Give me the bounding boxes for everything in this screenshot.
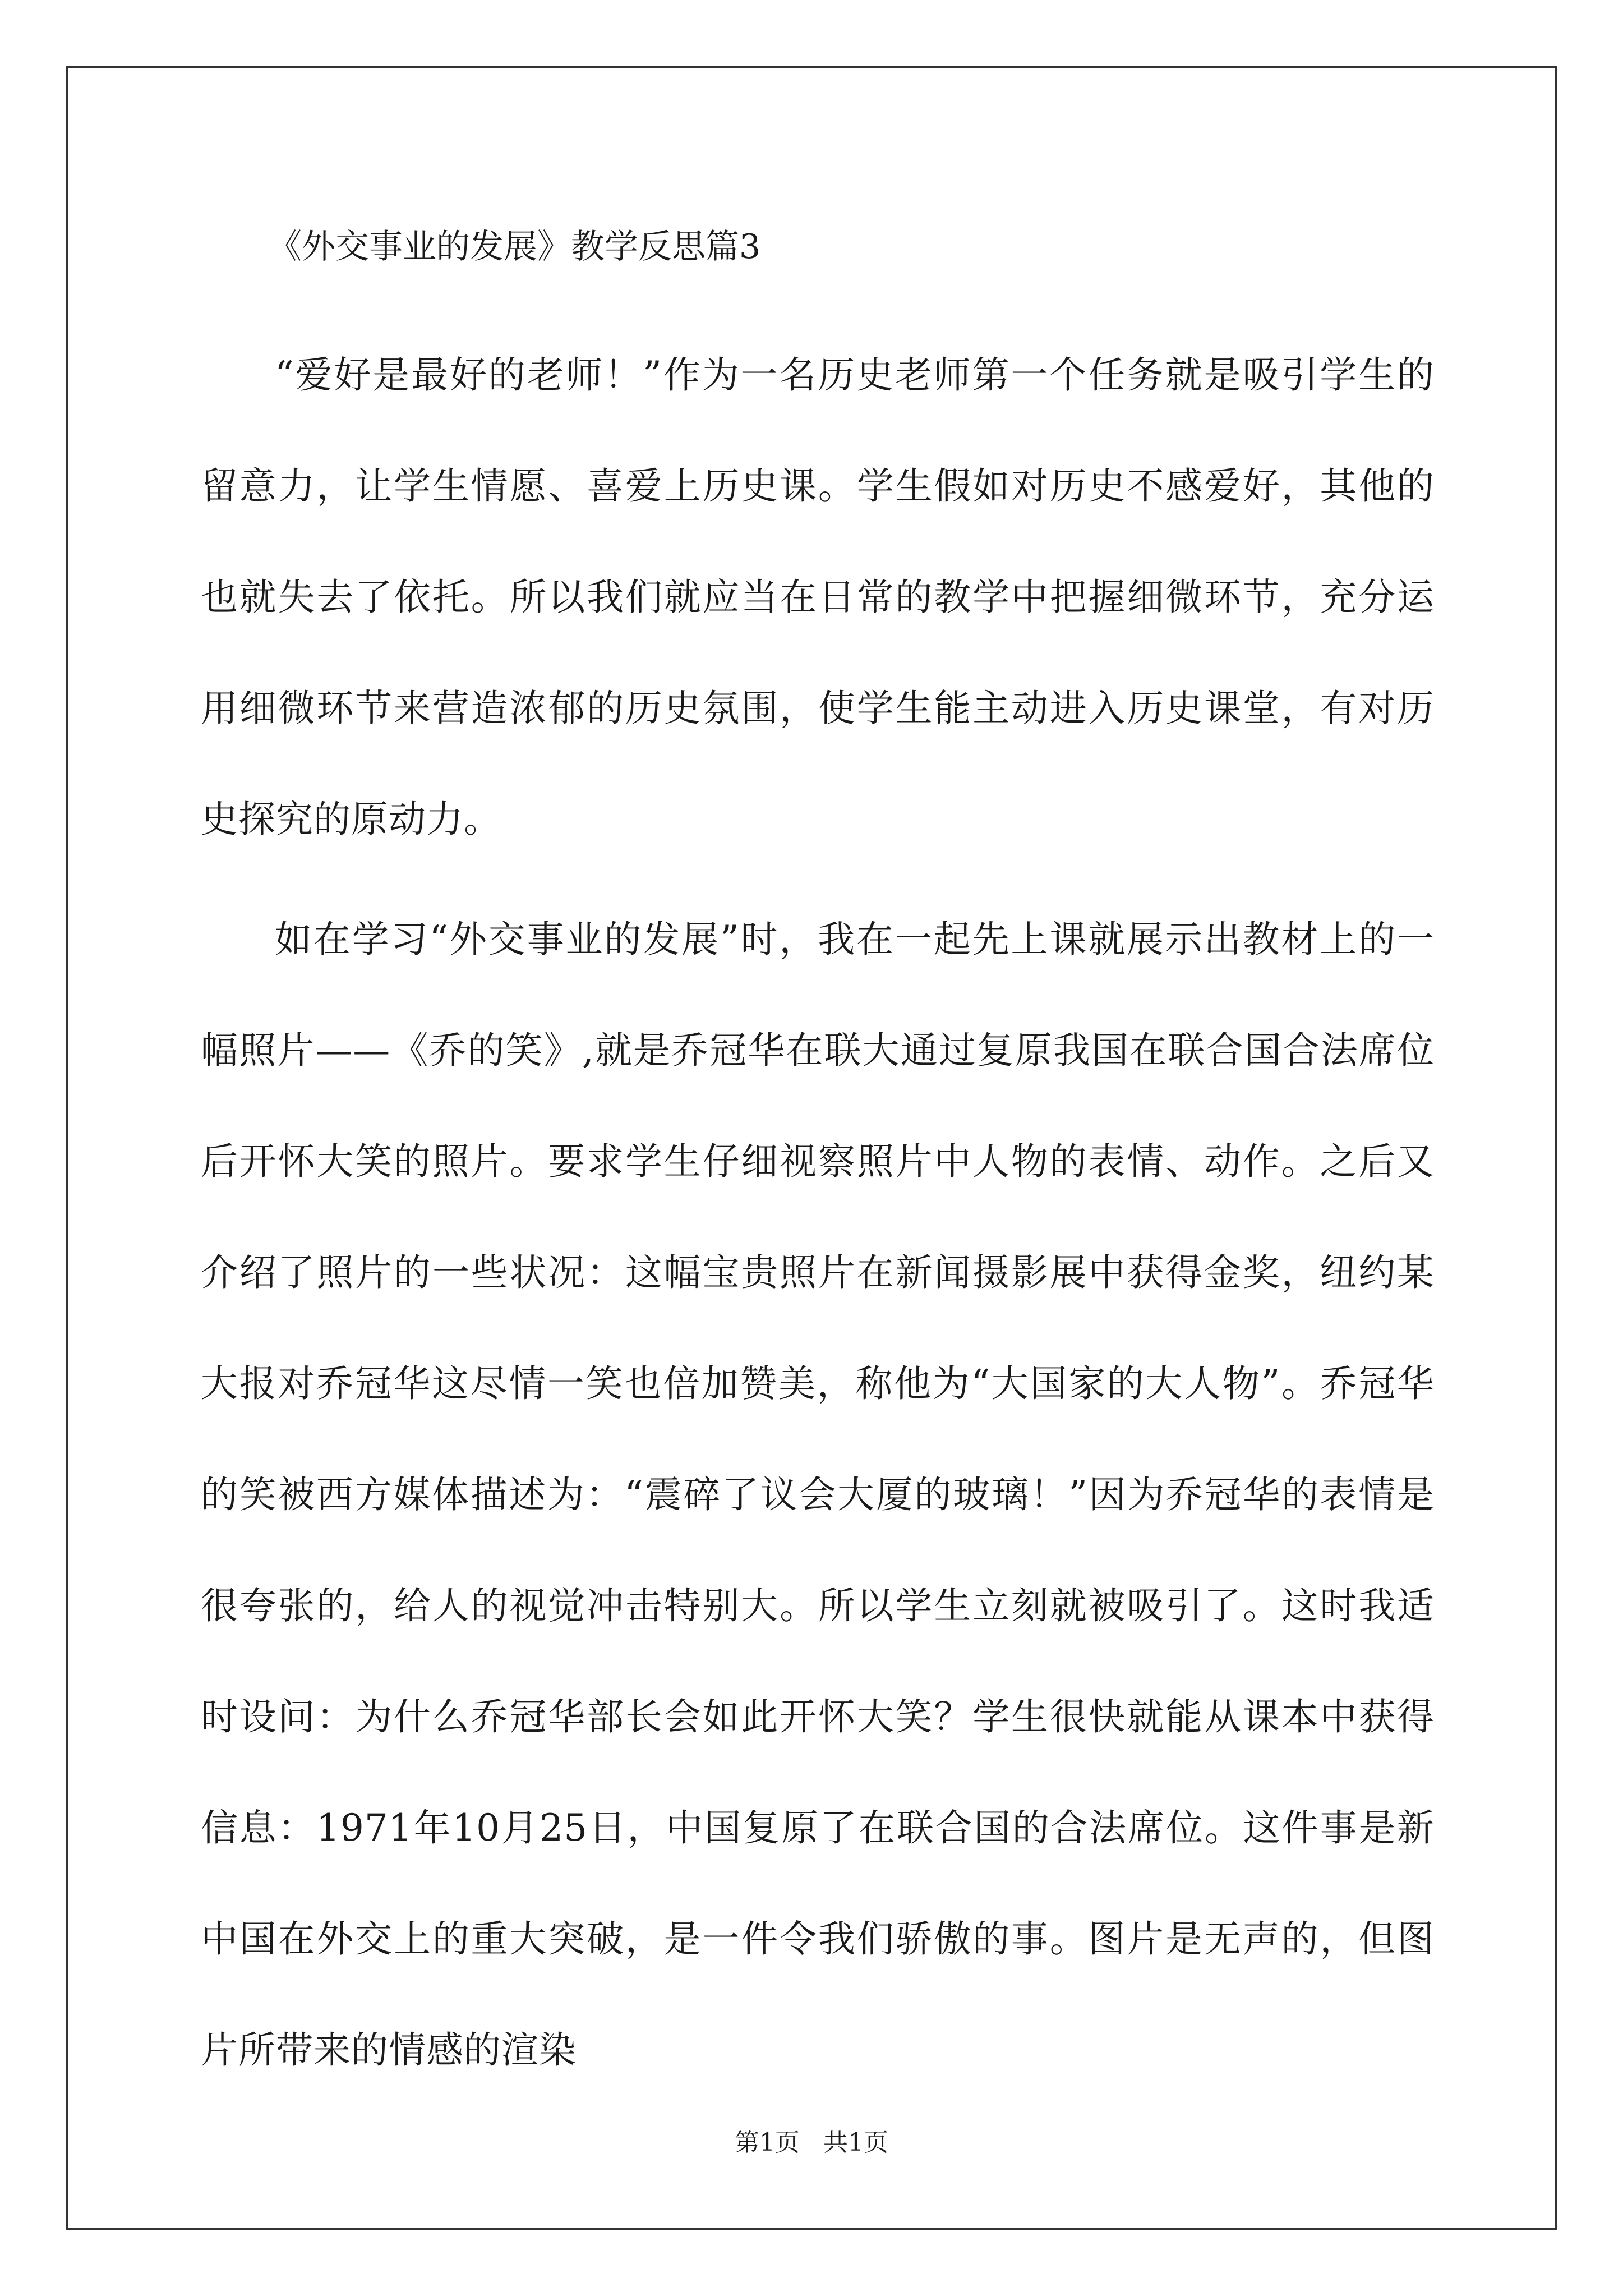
paragraph-1: “爱好是最好的老师！”作为一名历史老师第一个任务就是吸引学生的留意力，让学生情愿、喜爱上历史课。学生假如对历史不感爱好，其他的也就失去了依托。所以我们就应当在日常的教学中把握细微环节，充分运用细微环节来营造浓郁的历史氛围，使学生能主动进入历史课堂，有对历史探究的原动力。 [201, 353, 1435, 841]
paragraph-2: 如在学习“外交事业的发展”时，我在一起先上课就展示出教材上的一幅照片——《乔的笑》,就是乔冠华在联大通过复原我国在联合国合法席位后开怀大笑的照片。要求学生仔细视察照片中人物的表情、动作。之后又介绍了照片的一些状况：这幅宝贵照片在新闻摄影展中获得金奖，纽约某大报对乔冠华这尽情一笑也倍加赞美，称他为“大国家的大人物”。乔冠华的笑被西方媒体描述为：“震碎了议会大厦的玻璃！”因为乔冠华的表情是很夸张的，给人的视觉冲击特别大。所以学生立刻就被吸引了。这时我适时设问：为什么乔冠华部长会如此开怀大笑？学生很快就能从课本中获得信息：1971年10月25日，中国复原了在联合国的合法席位。这件事是新中国在外交上的重大突破，是一件令我们骄傲的事。图片是无声的，但图片所带来的情感的渲染 [201, 918, 1435, 2072]
document-title: 《外交事业的发展》教学反思篇3 [268, 227, 761, 266]
page-number-footer: 第1页 共1页 [735, 2128, 888, 2157]
document-body [201, 213, 1435, 2106]
